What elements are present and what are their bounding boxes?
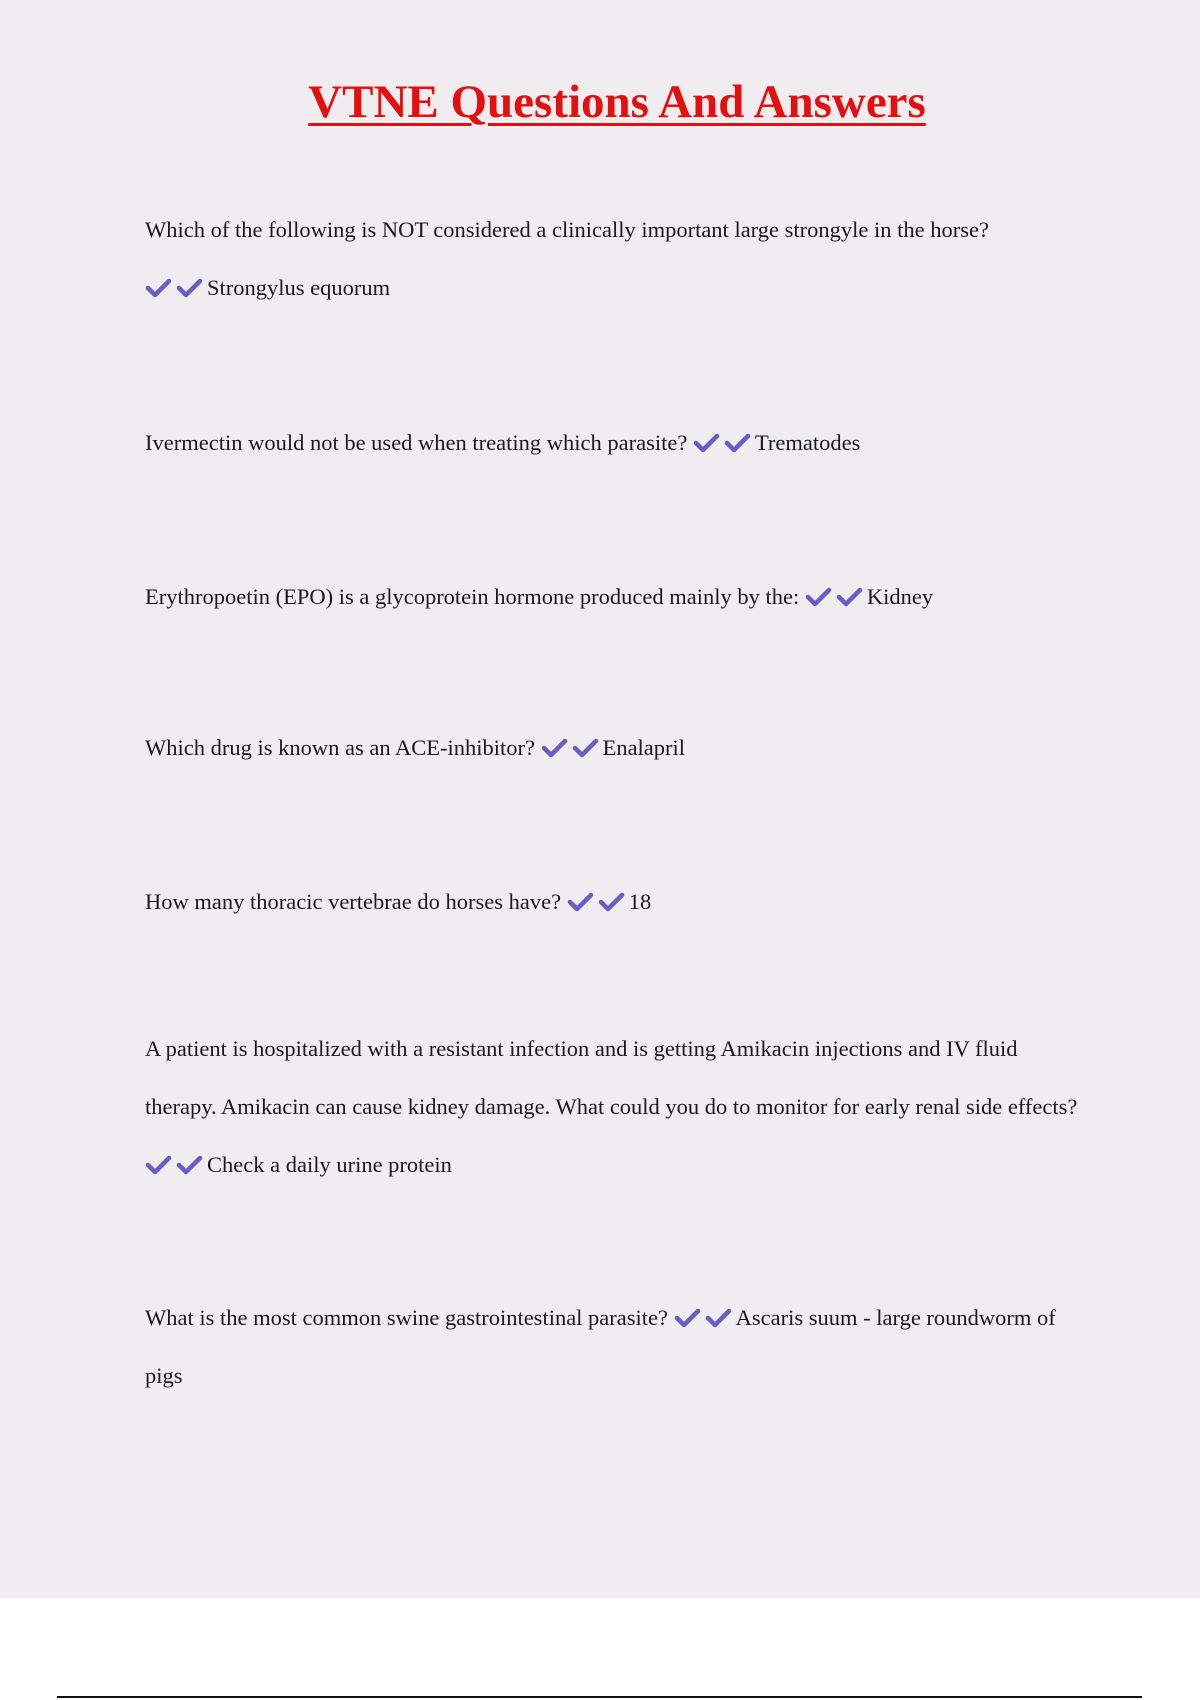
double-check-icon	[567, 889, 629, 914]
question-text: Ivermectin would not be used when treating which parasite?	[145, 430, 688, 455]
document-title: VTNE Questions And Answers	[308, 76, 926, 128]
qa-item-6	[145, 1020, 1085, 1194]
double-check-icon	[541, 735, 603, 760]
qa-item-5	[145, 873, 1085, 931]
check-icon	[724, 433, 753, 453]
check-icon	[598, 892, 627, 912]
answer-text: Strongylus equorum	[207, 275, 391, 300]
qa-item-4	[145, 719, 1085, 777]
footer-divider	[57, 1696, 1142, 1698]
check-icon	[176, 1155, 205, 1175]
qa-item-3	[145, 568, 1085, 626]
question-text: What is the most common swine gastrointestinal parasite?	[145, 1305, 669, 1330]
answer-text: Trematodes	[754, 430, 861, 455]
question-text: Which drug is known as an ACE-inhibitor?	[145, 735, 535, 760]
check-icon	[567, 892, 596, 912]
question-text: How many thoracic vertebrae do horses have?	[145, 889, 562, 914]
check-icon	[572, 738, 601, 758]
qa-item-2	[145, 414, 1085, 472]
check-icon	[705, 1308, 734, 1328]
double-check-icon	[805, 584, 867, 609]
check-icon	[674, 1308, 703, 1328]
check-icon	[805, 587, 834, 607]
question-text: Erythropoetin (EPO) is a glycoprotein hormone produced mainly by the:	[145, 584, 800, 609]
answer-text: Kidney	[866, 584, 934, 609]
double-check-icon	[674, 1305, 736, 1330]
answer-text: 18	[628, 889, 652, 914]
answer-text: Check a daily urine protein	[207, 1152, 452, 1177]
question-text: Which of the following is NOT considered a clinically important large strongyle in the horse?	[145, 217, 989, 242]
answer-text: Ascaris suum - large roundworm of pigs	[145, 1305, 1056, 1388]
double-check-icon	[145, 1152, 207, 1177]
answer-text: Enalapril	[602, 735, 686, 760]
check-icon	[145, 278, 174, 298]
check-icon	[145, 1155, 174, 1175]
check-icon	[176, 278, 205, 298]
double-check-icon	[145, 275, 207, 300]
qa-item-7	[145, 1289, 1085, 1405]
qa-item-1	[145, 201, 1085, 317]
check-icon	[541, 738, 570, 758]
question-text: A patient is hospitalized with a resistant infection and is getting Amikacin injections and IV fluid therapy. Amikacin can cause kidney damage. What could you do to monitor for early renal side effects?	[145, 1036, 1078, 1119]
check-icon	[693, 433, 722, 453]
double-check-icon	[693, 430, 755, 455]
check-icon	[836, 587, 865, 607]
